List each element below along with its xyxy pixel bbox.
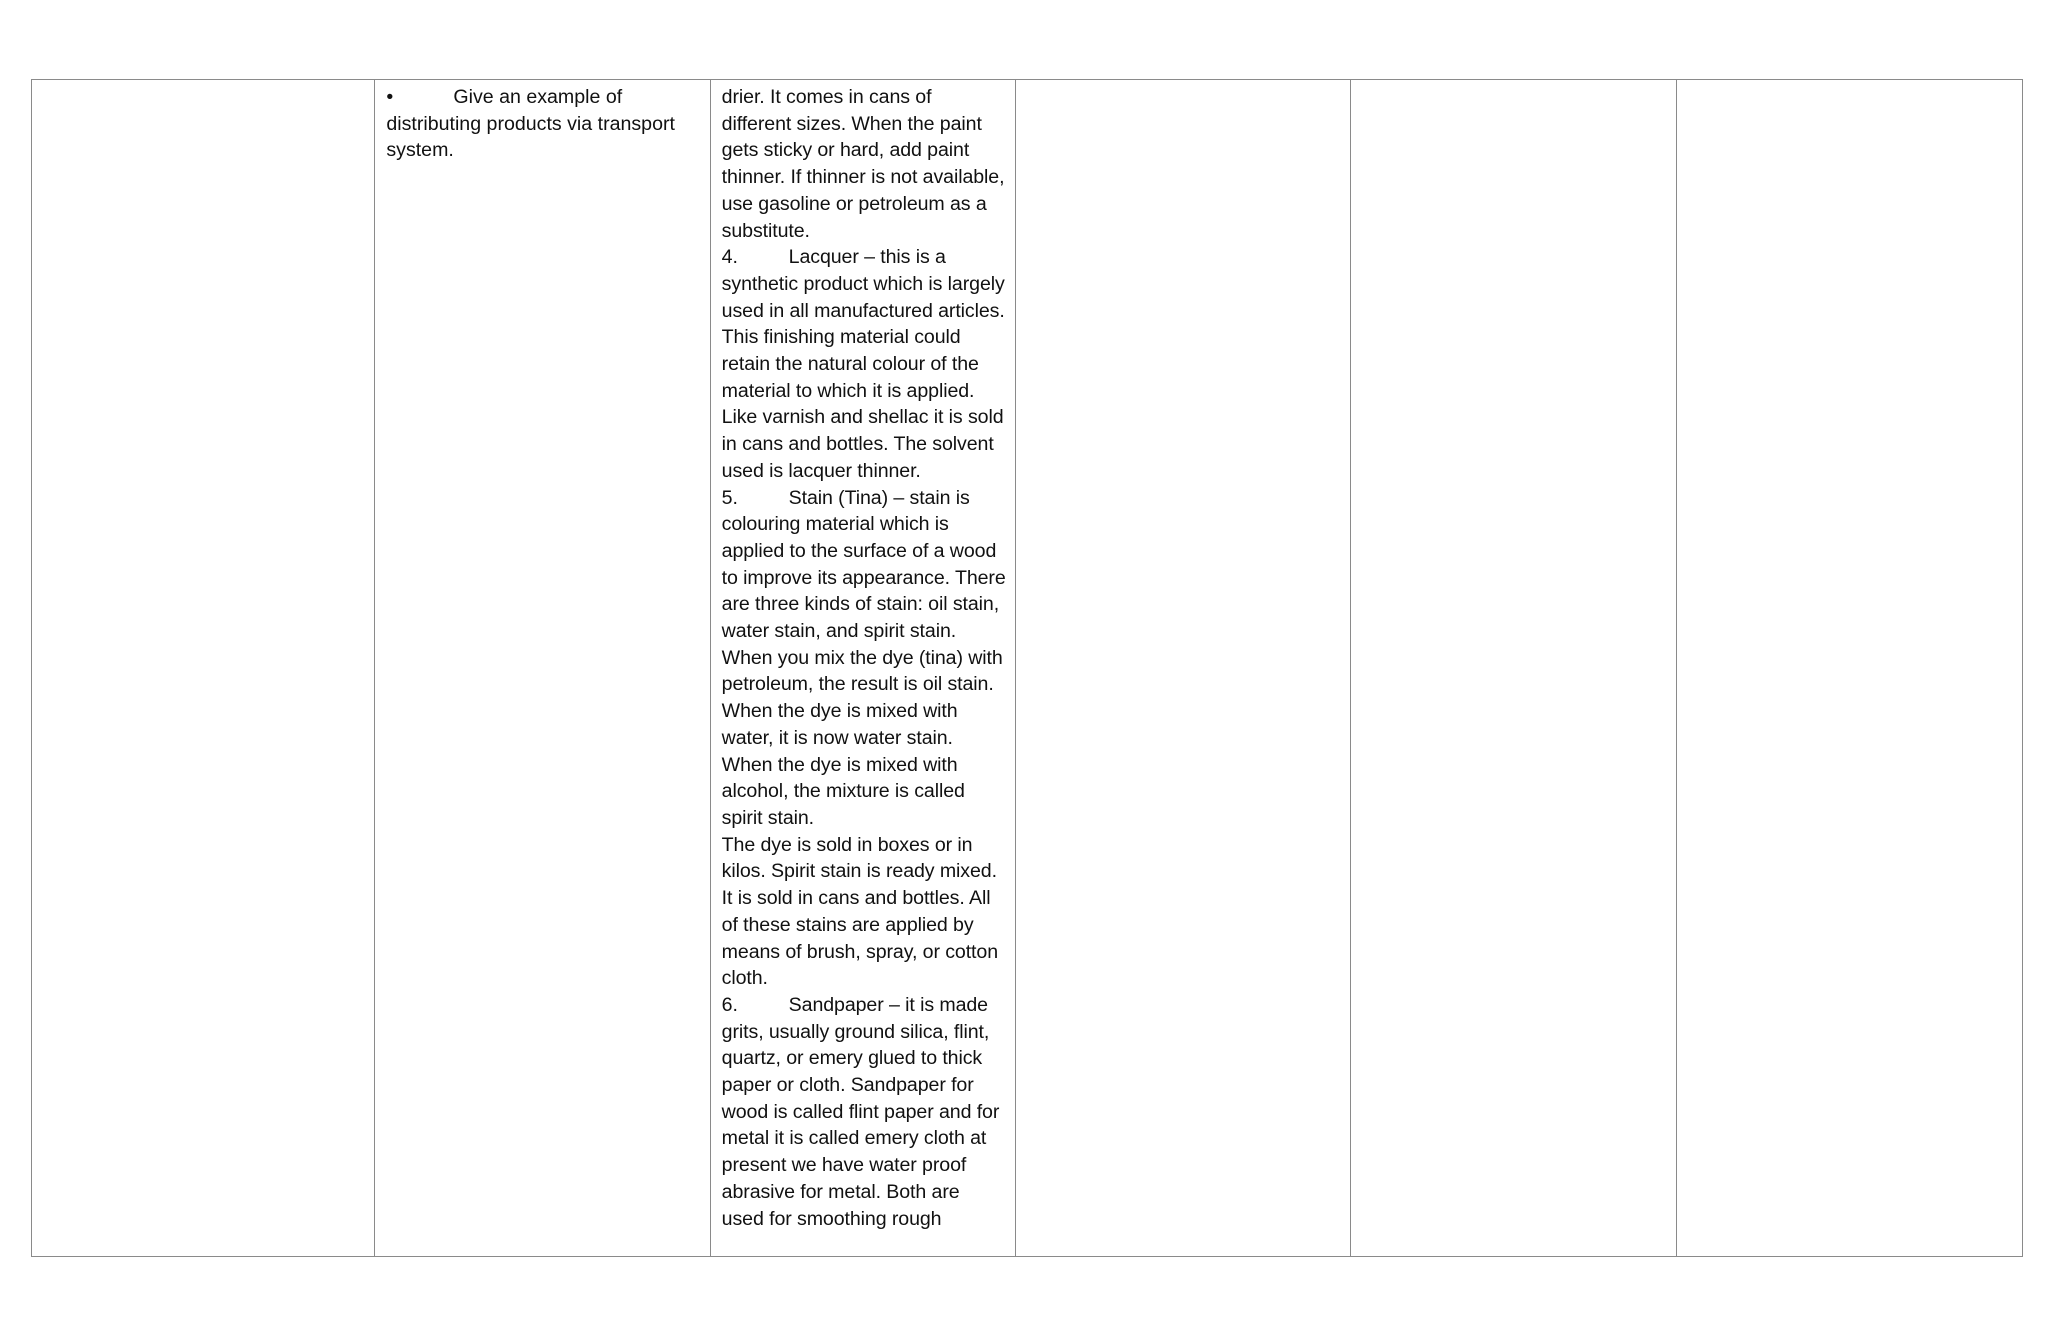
bullet-item-text: Give an example of distributing products via transport system. <box>386 86 675 162</box>
table-cell-col4 <box>1015 80 1350 1257</box>
table-cell-col5 <box>1351 80 1676 1257</box>
paragraph-text: When you mix the dye (tina) with petroleum, the result is oil stain. When the dye is mixed with water, it is now water stain. When the dye is mixed with alcohol, the mixture is called spirit stain. <box>721 646 1003 829</box>
bullet-item <box>386 84 700 164</box>
list-number: 6. <box>721 993 738 1016</box>
paragraph-dye-sold <box>722 832 1006 992</box>
table-cell-col6 <box>1676 80 2022 1257</box>
paragraph-drier <box>722 84 1006 244</box>
paragraph-dye-mixing <box>722 645 1006 832</box>
paragraph-text: Sandpaper – it is made grits, usually ground silica, flint, quartz, or emery glued to thick paper or cloth. Sandpaper for wood is called flint paper and for metal it is called emery cloth at present we have water proof abrasive for metal. Both are used for smoothing rough <box>721 993 1000 1230</box>
table-cell-col2 <box>375 80 710 1257</box>
table-cell-col1 <box>32 80 375 1257</box>
table-row <box>32 80 2023 1257</box>
paragraph-text: drier. It comes in cans of different sizes. When the paint gets sticky or hard, add paint thinner. If thinner is not available, use gasoline or petroleum as a substitute. <box>721 86 1005 242</box>
list-number: 5. <box>721 486 738 509</box>
paragraph-sandpaper <box>722 992 1006 1232</box>
paragraph-lacquer <box>722 244 1006 484</box>
paragraph-stain <box>722 485 1006 645</box>
paragraph-text: Lacquer – this is a synthetic product which is largely used in all manufactured articles. This finishing material could retain the natural colour of the material to which it is applied. Like varnish and shellac it is sold in cans and bottles. The solvent used is lacquer thinner. <box>721 246 1005 482</box>
paragraph-text: Stain (Tina) – stain is colouring material which is applied to the surface of a wood to improve its appearance. There are three kinds of stain: oil stain, water stain, and spirit stain. <box>721 486 1006 643</box>
table-cell-col3 <box>710 80 1015 1257</box>
lesson-plan-table <box>31 79 2023 1257</box>
bullet-marker: • <box>386 86 394 108</box>
list-number: 4. <box>721 246 738 269</box>
paragraph-text: The dye is sold in boxes or in kilos. Spirit stain is ready mixed. It is sold in cans and bottles. All of these stains are applied by means of brush, spray, or cotton cloth. <box>721 833 998 990</box>
